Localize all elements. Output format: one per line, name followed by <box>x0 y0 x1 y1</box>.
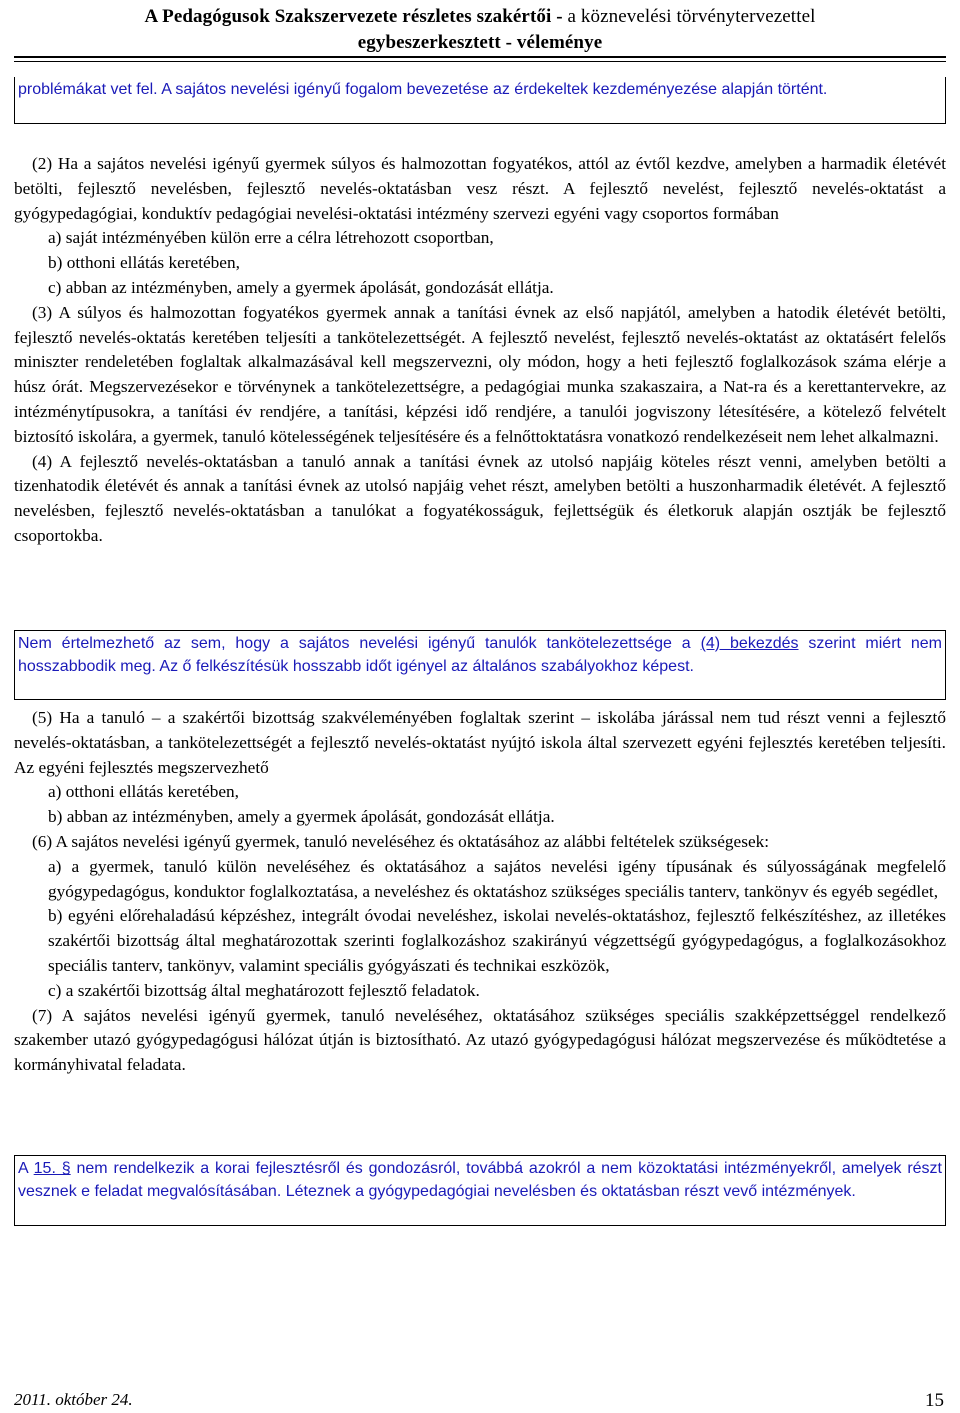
comment-box-1 <box>14 77 946 124</box>
page-number: 15 <box>925 1390 944 1411</box>
comment-2-link[interactable]: (4) bekezdés <box>700 635 799 652</box>
paragraph-6-item-b: b) egyéni előrehaladású képzéshez, integrált óvodai neveléshez, iskolai nevelés-oktatáshoz, fejlesztő felkészítéshez, az illetékes szakértői bizottság által meghatározottak szerinti foglalkozáshoz szakirányú végzettségű gyógypedagógus, a foglalkozásokhoz speciális tanterv, tankönyv, valamint speciális gyógyászati és technikai eszközök, <box>48 906 946 975</box>
paragraph-5-item-b: b) abban az intézményben, amely a gyermek ápolását, gondozását ellátja. <box>48 807 555 827</box>
paragraph-6-item-c: c) a szakértői bizottság által meghatározott fejlesztő feladatok. <box>48 980 480 1000</box>
header-rule <box>14 56 946 58</box>
paragraph-3: (3) A súlyos és halmozottan fogyatékos gyermek annak a tanítási évnek az első napjától, amelyben a hatodik életévét betölti, fejlesztő nevelés-oktatás keretében teljesíti a tankötelezettségét. A fejlesztő nevelést, fejlesztő nevelés-oktatást az oktatásért felelős miniszter rendeletében foglaltak alkalmazásával kell megszervezni, oly módon, hogy a heti fejlesztő foglalkozások száma elérje a húsz órát. Megszervezésekor e törvénynek a tankötelezettségre, a pedagógiai munka szakaszaira, a Nat-ra és a kerettantervekre, az intézménytípusokra, a tanítási év rendjére, a tanítási, képzési idő rendjére, a tanulói jogviszony létesítésére, a kötelező felvételt biztosító iskolára, a gyermek, tanuló kötelességének teljesítésére és a felnőttoktatásra vonatkozó rendelkezéseit nem lehet alkalmazni. <box>14 302 946 446</box>
paragraph-6-intro: (6) A sajátos nevelési igényű gyermek, tanuló neveléséhez és oktatásához az alábbi feltételek szükségesek: <box>32 831 770 851</box>
paragraph-2-item-c: c) abban az intézményben, amely a gyermek ápolását, gondozását ellátja. <box>48 277 554 297</box>
comment-3-post: nem rendelkezik a korai fejlesztésről és gondozásról, továbbá azokról a nem közoktatási intézményekről, amelyek részt vesznek e feladat megvalósításában. Léteznek a gyógypedagógiai nevelésben és oktatásban részt vevő intézmények. <box>18 1160 942 1200</box>
paragraph-6-item-a: a) a gyermek, tanuló külön neveléséhez és oktatásához a sajátos nevelési igény típusának és súlyosságának megfelelő gyógypedagógus, konduktor foglalkoztatása, a neveléshez és oktatáshoz szükséges speciális tanterv, tankönyv és egyéb segédlet, <box>48 856 946 901</box>
header-title-rest: a köznevelési törvénytervezettel <box>567 6 816 27</box>
header-rule-thin <box>14 61 946 62</box>
comment-box-2 <box>14 630 946 700</box>
paragraph-5-intro: (5) Ha a tanuló – a szakértői bizottság szakvéleményében foglaltak szerint – iskolába járással nem tud részt venni a fejlesztő nevelés-oktatásban, a tankötelezettségét a fejlesztő nevelés-oktatást nyújtó iskola által szervezett egyéni fejlesztés keretében teljesíti. Az egyéni fejlesztés megszervezhető <box>14 708 946 777</box>
paragraph-7: (7) A sajátos nevelési igényű gyermek, tanuló neveléséhez, oktatásához szükséges speciális szakképzettséggel rendelkező szakember utazó gyógypedagógusi hálózat útján is biztosítható. Az utazó gyógypedagógusi hálózat megszervezése és működtetése a kormányhivatal feladata. <box>14 1005 946 1075</box>
comment-2-pre: Nem értelmezhető az sem, hogy a sajátos nevelési igényű tanulók tankötelezettsége a <box>18 635 701 652</box>
comment-box-3 <box>14 1155 946 1226</box>
footer-date: 2011. október 24. <box>14 1390 133 1409</box>
law-text-block-1 <box>14 152 946 549</box>
comment-1-text: problémákat vet fel. A sajátos nevelési igényű fogalom bevezetése az érdekeltek kezdeményezése alapján történt. <box>18 81 828 98</box>
paragraph-2-item-a: a) saját intézményében külön erre a célra létrehozott csoportban, <box>48 228 494 248</box>
paragraph-2-intro: (2) Ha a sajátos nevelési igényű gyermek súlyos és halmozottan fogyatékos, attól az évtől kezdve, amelyben a harmadik életévét betölti, fejlesztő nevelésben, fejlesztő nevelés-oktatásban vesz részt. A fejlesztő nevelést, fejlesztő nevelés-oktatást a gyógypedagógiai, konduktív pedagógiai nevelési-oktatási intézmény szervezi egyéni vagy csoportos formában <box>14 154 946 223</box>
law-text-block-2 <box>14 706 946 1078</box>
paragraph-4: (4) A fejlesztő nevelés-oktatásban a tanuló annak a tanítási évnek az utolsó napjáig köteles részt venni, amelyben betölti a tizenhatodik életévét és annak a tanítási évnek az utolsó napjáig vehet részt, amelyben betölti a huszonharmadik életévét. A fejlesztő nevelésben, fejlesztő nevelés-oktatásban a tanulókat a fogyatékosságuk, fejlettségük és életkoruk alapján osztják be fejlesztő csoportokba. <box>14 451 946 545</box>
comment-3-link[interactable]: 15. § <box>33 1160 71 1177</box>
comment-3-pre: A <box>18 1160 34 1177</box>
header-title-bold: A Pedagógusok Szakszervezete részletes szakértői - <box>144 6 563 27</box>
page-header <box>14 4 946 56</box>
paragraph-5-item-a: a) otthoni ellátás keretében, <box>48 782 239 802</box>
header-line-2: egybeszerkesztett - véleménye <box>357 32 603 53</box>
comment-2-post: szerint miért nem hosszabbodik meg. Az ő felkészítésük hosszabb időt igényel az általános szabályokhoz képest. <box>18 635 942 675</box>
header-line-1 <box>14 4 946 30</box>
paragraph-2-item-b: b) otthoni ellátás keretében, <box>48 253 240 273</box>
